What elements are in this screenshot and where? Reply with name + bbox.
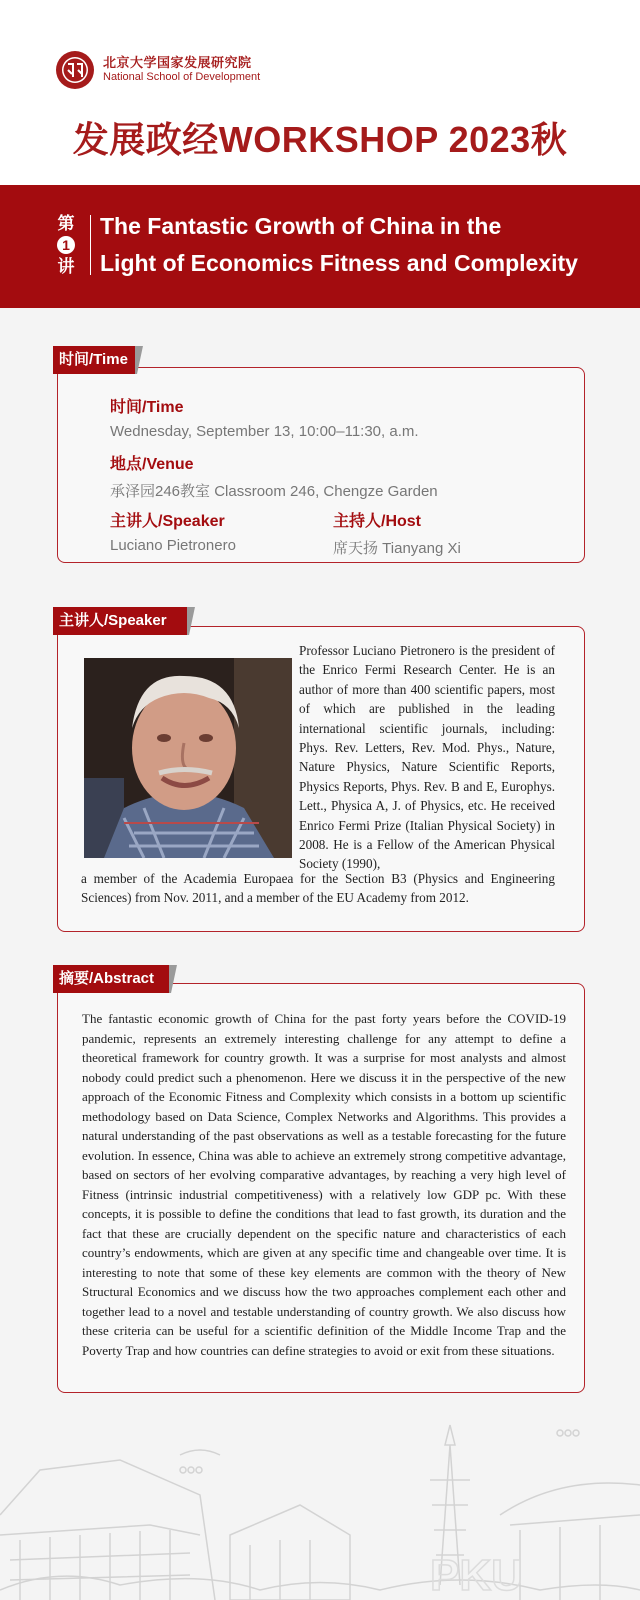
pku-watermark: PKU [430, 1551, 523, 1600]
campus-line-art [0, 1385, 640, 1600]
speaker-bio-side: Professor Luciano Pietronero is the president of the Enrico Fermi Research Center. He is an author of more than 400 scientific papers, most of which are published in the leading international scientific journals, including: Phys. Rev. Letters, Rev. Mod. Phys., Nature, Nature Physics, Nature Scientific Reports, Physics Reports, Phys. Rev. B and E, Europhys. Lett., Physica A, J. of Physics, etc. He received Enrico Fermi Prize (Italian Physical Society) in 2008. He is a Fellow of the American Physical Society (1990), [299, 643, 555, 872]
banner-divider [90, 215, 91, 275]
host-value: 席天扬 Tianyang Xi [333, 540, 461, 557]
pku-seal-icon [55, 50, 95, 90]
tab-time: 时间/Time [53, 346, 135, 374]
speaker-label: 主讲人/Speaker [110, 513, 225, 530]
venue-label: 地点/Venue [110, 456, 194, 473]
logo-english-name: National School of Development [103, 71, 261, 83]
speaker-value: Luciano Pietronero [110, 537, 236, 554]
lecture-title [100, 208, 620, 282]
lecture-number-badge: 1 [57, 236, 75, 254]
abstract-text: The fantastic economic growth of China for the past forty years before the COVID-19 pandemic, represents an extremely interesting challenge for any attempt to define a theoretical framework for country growth. It was a surprise for most analysts and almost nobody could predict such a phenomenon. Here we discuss it in the perspective of the new approach of the Economic Fitness and Complexity which consists in a bottom up scientific methodology based on Data Science, Complex Networks and Algorithms. This provides a natural understanding of the past observations as well as a testable forecasting for the future evolution. In essence, China was able to achieve an extremely strong competitive advantage, based on sectors of her evolving comparative advantages, by reaching a very high level of Fitness (intrinsic industrial competitiveness) with a relatively low GDP pc. With these concepts, it is possible to define the conditions that lead to fast growth, its duration and the fact that these are crucially dependent on the specific nature and characteristics of each country’s endowments, which are given at any specific time and changeable over time. It is interesting to note that some of these key elements are common with the theory of New Structural Economics and we discuss how the two approaches complement each other and together lead to a novel and testable understanding of country growth. We also discuss how these criteria can be useful for a scientific definition of the Middle Income Trap and the Poverty Trap and how countries can define strategies to avoid or exit from these situations. [82, 1011, 566, 1358]
speaker-photo [84, 658, 292, 858]
lecture-title-line-2: Light of Economics Fitness and Complexity [100, 250, 578, 276]
time-value: Wednesday, September 13, 10:00–11:30, a.m. [110, 423, 419, 440]
speaker-portrait [84, 658, 292, 858]
lecture-title-line-1: The Fantastic Growth of China in the [100, 213, 502, 239]
lecture-number [55, 213, 77, 277]
lecture-number-prefix: 第 [57, 214, 75, 233]
lecture-number-suffix: 讲 [57, 257, 75, 276]
host-label: 主持人/Host [333, 513, 422, 530]
logo-chinese-name: 北京大学国家发展研究院 [103, 55, 252, 70]
venue-value: 承泽园246教室 Classroom 246, Chengze Garden [110, 483, 438, 500]
page-title: 发展政经WORKSHOP 2023秋 [72, 119, 568, 160]
speaker-bio-full: a member of the Academia Europaea for the Section B3 (Physics and Engineering Sciences) from Nov. 2011, and a member of the EU Academy from 2012. [81, 871, 555, 906]
institution-logo [55, 50, 260, 90]
time-label: 时间/Time [110, 399, 184, 416]
tab-abstract: 摘要/Abstract [53, 965, 169, 993]
tab-speaker: 主讲人/Speaker [53, 607, 187, 635]
